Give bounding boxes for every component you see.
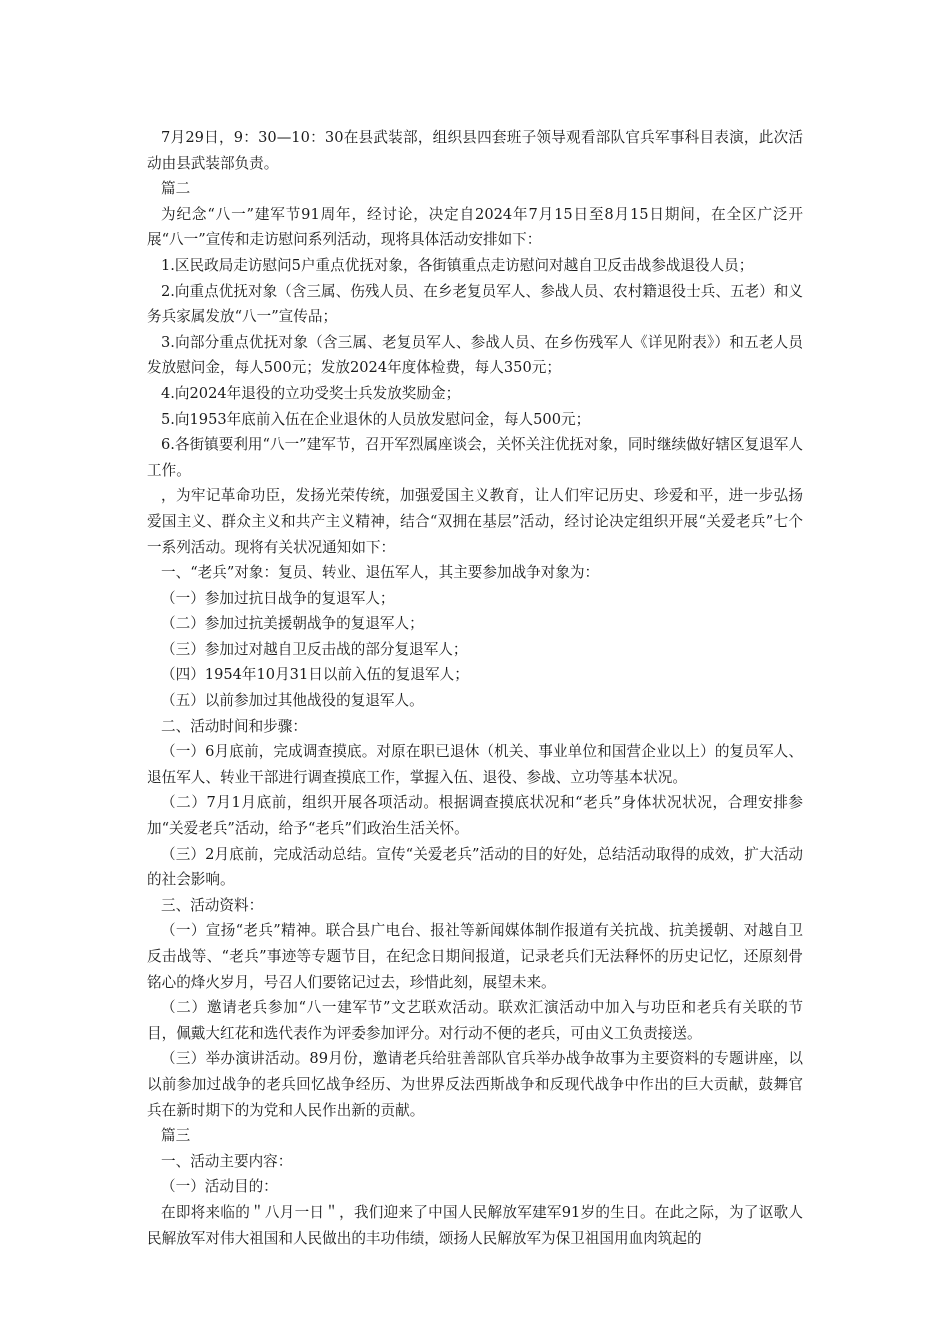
section-heading: 篇二 [161, 180, 191, 198]
paragraph: ，为牢记革命功臣，发扬光荣传统，加强爱国主义教育，让人们牢记历史、珍爱和平，进一步弘扬爱国主义、群众主义和共产主义精神，结合“双拥在基层”活动，经讨论决定组织开展“关爱老兵”七个一系列活动。现将有关状况通知如下： [147, 487, 803, 556]
paragraph: （一）活动目的： [161, 1178, 278, 1196]
list-item: （二）7月1月底前，组织开展各项活动。根据调查摸底状况和“老兵”身体状况状况，合理安排参加“关爱老兵”活动，给予“老兵”们政治生活关怀。 [147, 794, 803, 838]
paragraph: 为纪念“八一”建军节91周年，经讨论，决定自2024年7月15日至8月15日期间，在全区广泛开展“八一”宣传和走访慰问系列活动，现将具体活动安排如下： [147, 205, 803, 249]
list-item: 3.向部分重点优抚对象（含三属、老复员军人、参战人员、在乡伤残军人《详见附表》）和五老人员发放慰问金，每人500元；发放2024年度体检费，每人350元； [147, 333, 803, 377]
list-item: （二）参加过抗美援朝战争的复退军人； [161, 615, 424, 633]
list-item: 5.向1953年底前入伍在企业退休的人员放发慰问金，每人500元； [161, 410, 591, 428]
list-item: （三）举办演讲活动。89月份，邀请老兵给驻善部队官兵举办战争故事为主要资料的专题讲座，以以前参加过战争的老兵回忆战争经历、为世界反法西斯战争和反现代战争中作出的巨大贡献，鼓舞官兵在新时期下的为党和人民作出新的贡献。 [147, 1050, 803, 1119]
list-item: 4.向2024年退役的立功受奖士兵发放奖励金； [161, 384, 461, 402]
list-item: （四）1954年10月31日以前入伍的复退军人； [161, 666, 469, 684]
paragraph: 在即将来临的＂八月一日＂，我们迎来了中国人民解放军建军91岁的生日。在此之际，为了讴歌人民解放军对伟大祖国和人民做出的丰功伟绩，颂扬人民解放军为保卫祖国用血肉筑起的 [147, 1203, 803, 1247]
list-item: （三）参加过对越自卫反击战的部分复退军人； [161, 640, 468, 658]
list-item: （二）邀请老兵参加“八一建军节”文艺联欢活动。联欢汇演活动中加入与功臣和老兵有关联的节目，佩戴大红花和选代表作为评委参加评分。对行动不便的老兵，可由义工负责接送。 [147, 999, 803, 1042]
list-item: （五）以前参加过其他战役的复退军人。 [161, 692, 424, 710]
list-item: 2.向重点优抚对象（含三属、伤残人员、在乡老复员军人、参战人员、农村籍退役士兵、五老）和义务兵家属发放“八一”宣传品； [147, 282, 803, 326]
document-body [147, 125, 803, 1251]
paragraph: 三、活动资料： [161, 896, 264, 914]
list-item: 6.各街镇要利用“八一”建军节，召开军烈属座谈会，关怀关注优抚对象，同时继续做好辖区复退军人工作。 [147, 436, 803, 479]
list-item: （三）2月底前，完成活动总结。宣传“关爱老兵”活动的目的好处，总结活动取得的成效，扩大活动的社会影响。 [147, 845, 803, 889]
list-item: （一）宣扬“老兵”精神。联合县广电台、报社等新闻媒体制作报道有关抗战、抗美援朝、对越自卫反击战等、“老兵”事迹等专题节目，在纪念日期间报道，记录老兵们无法释怀的历史记忆，还原刻骨铭心的烽火岁月，号召人们要铭记过去，珍惜此刻，展望未来。 [147, 922, 803, 991]
paragraph: 二、活动时间和步骤： [161, 717, 307, 735]
list-item: （一）参加过抗日战争的复退军人； [161, 589, 395, 607]
list-item: 1.区民政局走访慰问5户重点优抚对象，各街镇重点走访慰问对越自卫反击战参战退役人员； [161, 256, 754, 274]
section-heading: 篇三 [161, 1127, 191, 1145]
paragraph: 一、活动主要内容： [161, 1152, 293, 1170]
paragraph: 一、“老兵”对象：复员、转业、退伍军人，其主要参加战争对象为： [161, 564, 600, 582]
paragraph: 7月29日，9：30—10：30在县武装部，组织县四套班子领导观看部队官兵军事科目表演，此次活动由县武装部负责。 [147, 129, 803, 172]
list-item: （一）6月底前，完成调查摸底。对原在职已退休（机关、事业单位和国营企业以上）的复员军人、退伍军人、转业干部进行调查摸底工作，掌握入伍、退役、参战、立功等基本状况。 [147, 743, 803, 786]
